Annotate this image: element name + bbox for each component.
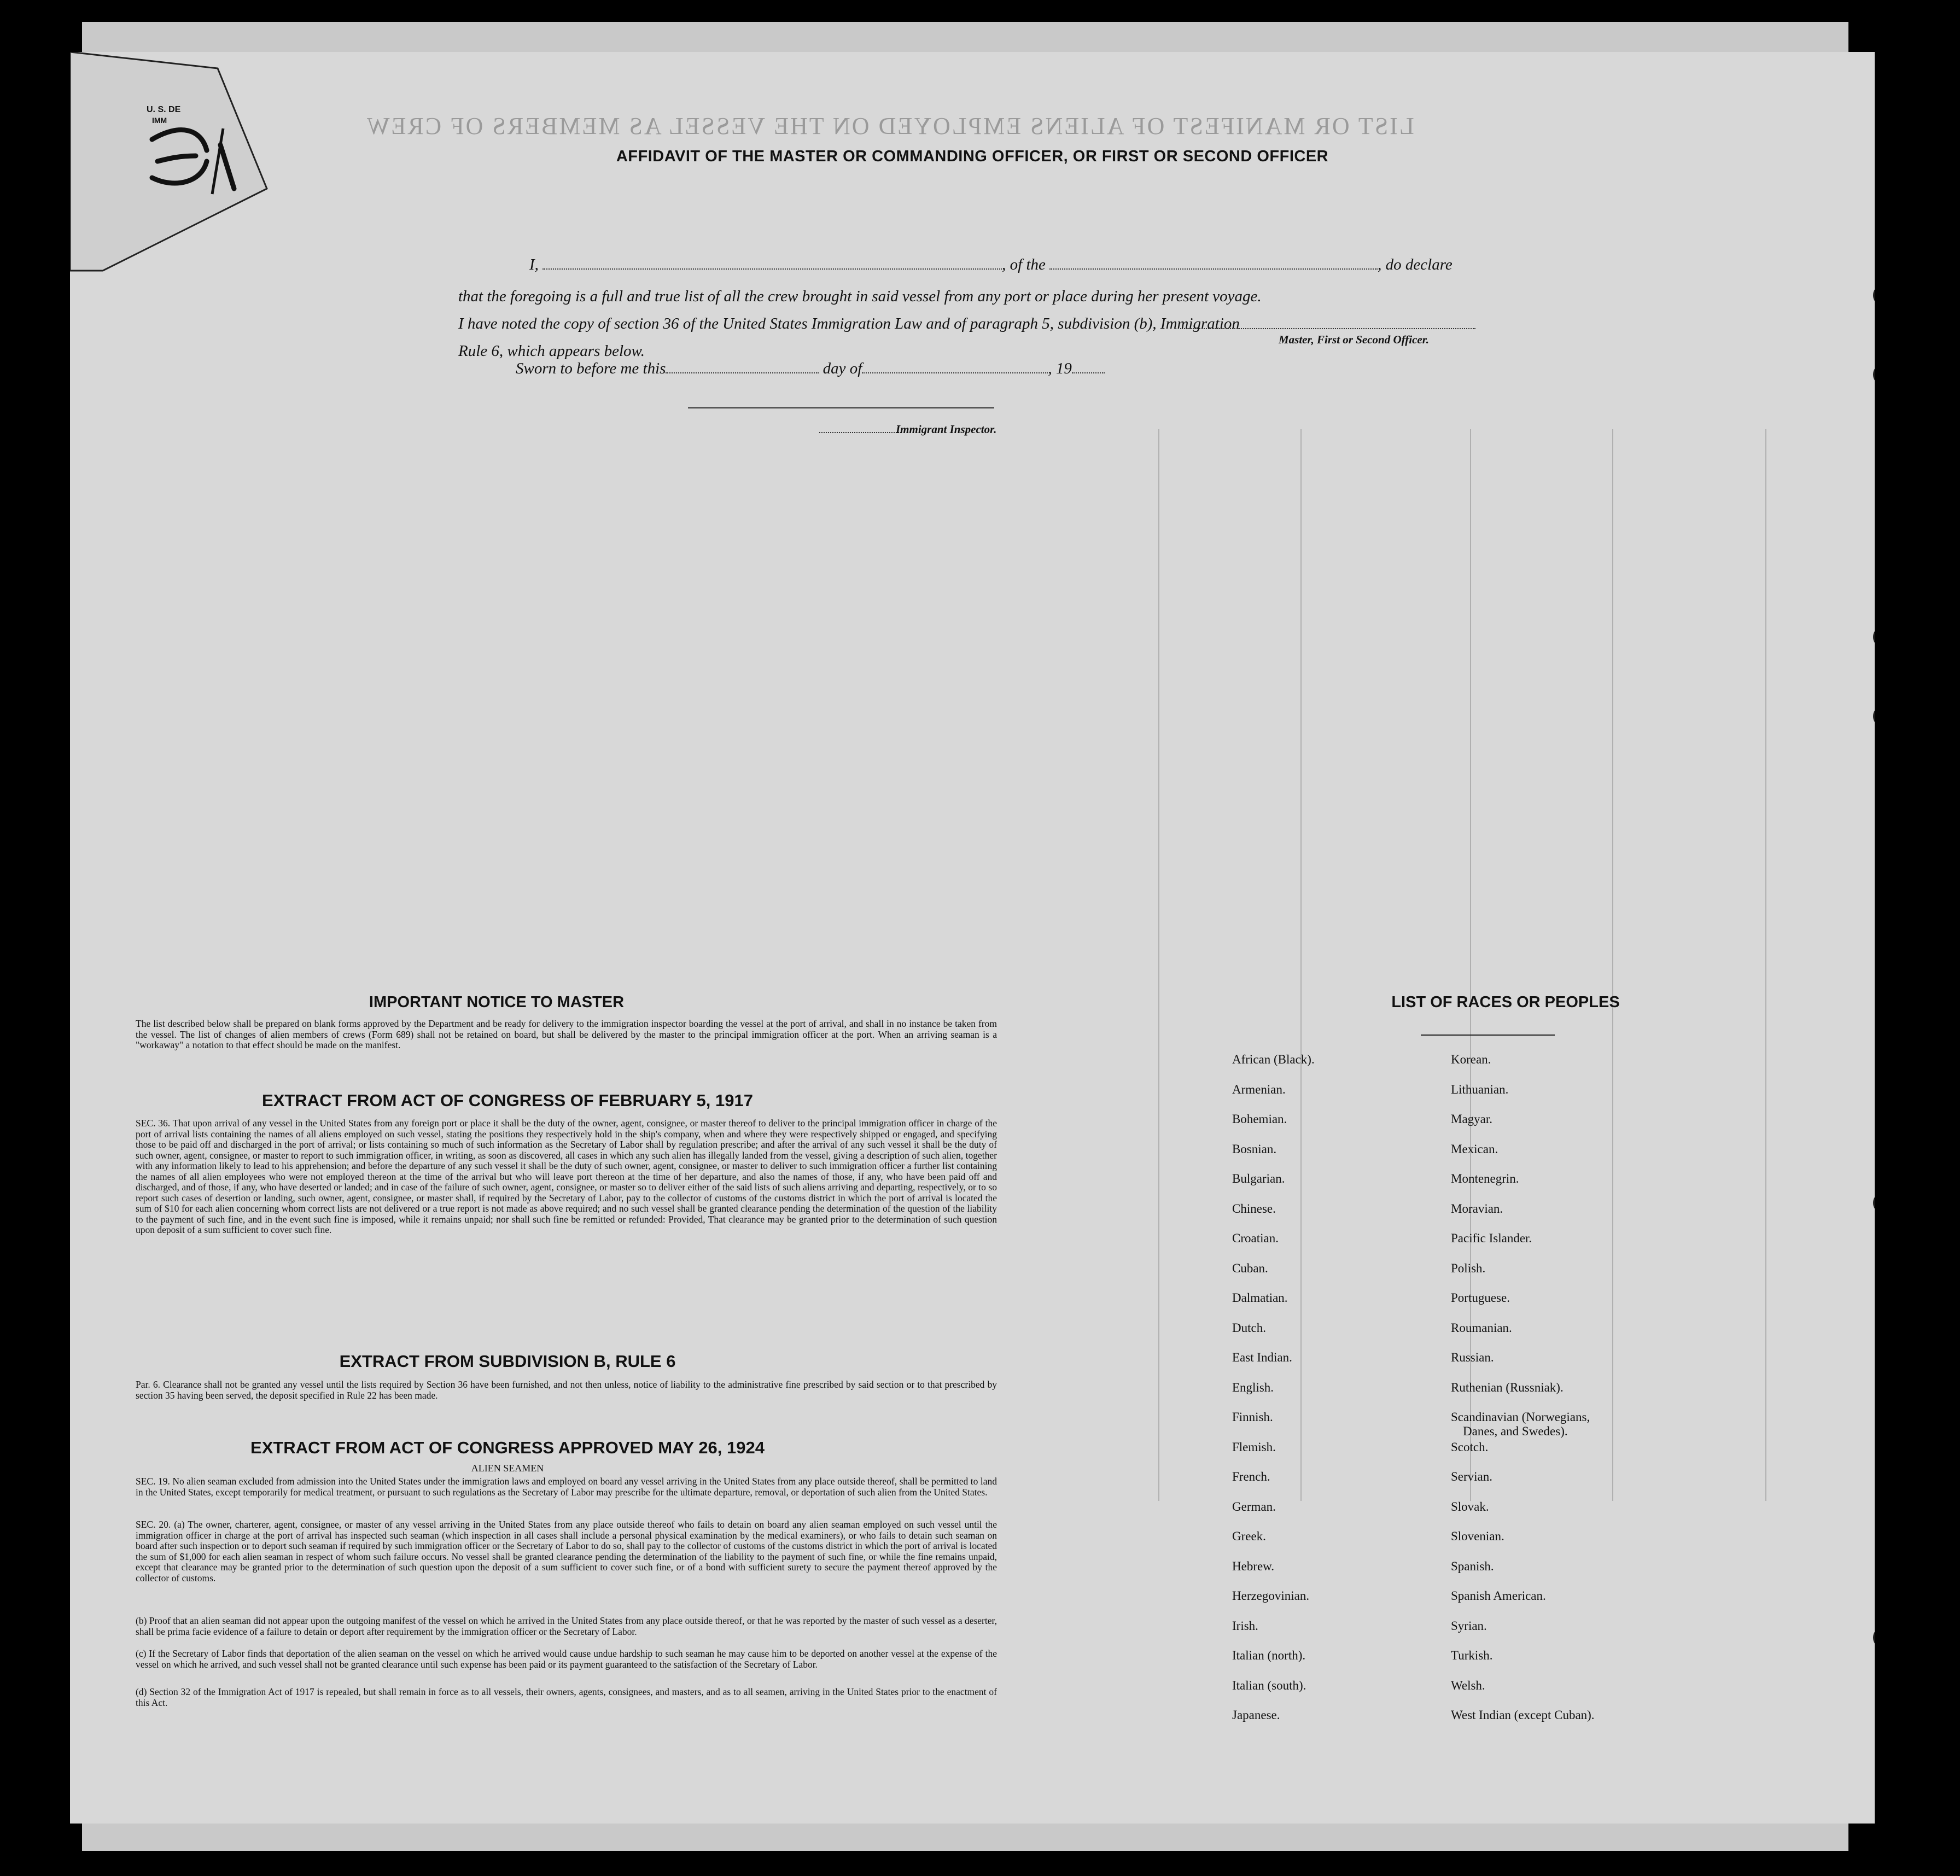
race-item: Japanese. (1232, 1708, 1280, 1722)
race-item: Bohemian. (1232, 1112, 1287, 1126)
svg-text:U. S. DE: U. S. DE (147, 105, 181, 114)
race-item: Scotch. (1451, 1440, 1489, 1454)
bleed-through-heading: LIST OR MANIFEST OF ALIENS EMPLOYED ON THE VESSEL AS MEMBERS OF CREW (365, 113, 1414, 139)
race-item: Armenian. (1232, 1082, 1286, 1096)
sworn-line (516, 353, 1281, 384)
extract-1924-sec20c: (c) If the Secretary of Labor finds that deportation of the alien seaman on the vessel on which he arrived would cause undue hardship to such seaman he may cause him to be deported on another vessel at the expense of the vessel on which he arrived, and such vessel shall not be granted clearance until such expense has been paid or its payment guaranteed to the satisfaction of the Secretary of Labor. (136, 1648, 997, 1670)
extract-rule6-title: EXTRACT FROM SUBDIVISION B, RULE 6 (339, 1352, 676, 1371)
race-item: Greek. (1232, 1529, 1266, 1543)
affidavit-title: AFFIDAVIT OF THE MASTER OR COMMANDING OFFICER, OR FIRST OR SECOND OFFICER (616, 148, 1329, 165)
inspector-signature-line[interactable] (688, 407, 994, 408)
race-item: West Indian (except Cuban). (1451, 1708, 1595, 1722)
affidavit-line-4: Rule 6, which appears below. (458, 342, 645, 360)
extract-1924-title: EXTRACT FROM ACT OF CONGRESS APPROVED MAY 26, 1924 (250, 1438, 765, 1457)
race-item: African (Black). (1232, 1053, 1315, 1066)
sworn-day-blank[interactable] (666, 361, 819, 373)
sworn-month-blank[interactable] (862, 361, 1048, 373)
svg-text:IMM: IMM (152, 116, 167, 125)
race-item: German. (1232, 1499, 1276, 1513)
bleed-through-rule (1158, 429, 1159, 1501)
race-item: Welsh. (1451, 1678, 1485, 1692)
affidavit-line-2: that the foregoing is a full and true list of all the crew brought in said vessel from any port or place during her present voyage. (458, 288, 1262, 305)
race-item: Chinese. (1232, 1201, 1276, 1215)
inspector-dotted-line (819, 432, 901, 433)
race-item: Korean. (1451, 1053, 1491, 1066)
race-item: Lithuanian. (1451, 1082, 1509, 1096)
race-item: Scandinavian (Norwegians, (1451, 1410, 1590, 1424)
race-item: Dutch. (1232, 1320, 1266, 1335)
race-item: Moravian. (1451, 1201, 1503, 1215)
inspector-label: Immigrant Inspector. (896, 423, 997, 436)
race-item: Finnish. (1232, 1410, 1273, 1424)
extract-rule6-body: Par. 6. Clearance shall not be granted any vessel until the lists required by Section 36 have been furnished, and not then unless, notice of liability to the administrative fine prescribed by said section or to that prescribed by section 35 having been served, the deposit specified in Rule 22 has been made. (136, 1379, 997, 1401)
race-item: Syrian. (1451, 1618, 1487, 1633)
race-item: Hebrew. (1232, 1559, 1275, 1573)
race-item: English. (1232, 1380, 1274, 1394)
binding-hole (1873, 364, 1875, 385)
race-item: Russian. (1451, 1351, 1494, 1364)
binding-hole (1873, 1627, 1875, 1649)
race-item: Magyar. (1451, 1112, 1493, 1126)
extract-1924-sec20b: (b) Proof that an alien seaman did not appear upon the outgoing manifest of the vessel on which he arrived in the United States from any place outside thereof, or that he was reported by the master of such vessel as a deserter, shall be prima facie evidence of a failure to detain or deport after requirement by the immigration officer or the Secretary of Labor. (136, 1615, 997, 1637)
affidavit-line-3: I have noted the copy of section 36 of the United States Immigration Law and of paragraph 5, subdivision (b), Immigration (458, 315, 1240, 332)
race-item: French. (1232, 1470, 1270, 1483)
race-item: Slovak. (1451, 1499, 1489, 1513)
binding-hole (1873, 626, 1875, 648)
sworn-day-of: day of (822, 360, 862, 377)
notice-body: The list described below shall be prepared on blank forms approved by the Department and be ready for delivery to the immigration inspector boarding the vessel at the port of arrival, and shall in no instance be taken from the vessel. The list of changes of alien members of crews (Form 689) shall not be retained on board, but shall be delivered by the master to the principal immigration officer at the port. When an arriving seaman is a "workaway" a notation to that effect should be made on the manifest. (136, 1018, 997, 1050)
race-item: Spanish American. (1451, 1589, 1546, 1603)
extract-1924-sec20d: (d) Section 32 of the Immigration Act of 1917 is repealed, but shall remain in force as to all vessels, their owners, agents, consignees, and masters, and as to all seamen, arriving in the United States prior to the enactment of this Act. (136, 1686, 997, 1708)
sworn-prefix: Sworn to before me this (516, 360, 666, 377)
sworn-year: , 19 (1048, 360, 1072, 377)
extract-1917-body: SEC. 36. That upon arrival of any vessel in the United States from any foreign port or place it shall be the duty of the owner, agent, consignee, or master thereof to deliver to the principal immigration officer in charge of the port of arrival lists containing the names of all aliens employed on such vessel, stating the positions they respectively hold in the ship's company, when and where they were respectively shipped or engaged, and specifying those to be paid off and discharged in the port of arrival; or lists containing so much of such information as the Secretary of Labor shall by regulation prescribe; and after the arrival of any such vessel it shall be the duty of such owner, agent, consignee, or master to report to such immigration officer, in writing, as soon as discovered, all cases in which any such alien has illegally landed from the vessel, giving a description of such alien, together with any information likely to lead to his apprehension; and before the departure of any such vessel it shall be the duty of such owner, agent, consignee, or master to deliver to such immigration officer a further list containing the names of all alien employees who were not employed thereon at the time of the arrival but who will leave port thereon at the time of her departure, and also the names of those, if any, who have been paid off and discharged, and of those, if any, who have deserted or landed; and in case of the failure of such owner, agent, consignee, or master so to deliver either of the said lists of such aliens arriving and departing, respectively, or to so report such cases of desertion or landing, such owner, agent, consignee, or master shall, if required by the Secretary of Labor, pay to the collector of customs of the customs district in which the port of arrival is located the sum of $10 for each alien concerning whom correct lists are not delivered or a true report is not made as above required; and no such vessel shall be granted clearance pending the determination of the question of the liability to the payment of such fine, and in the event such fine is imposed, while it remains unpaid; nor shall such fine be remitted or refunded: Provided, That clearance may be granted prior to the determination of such question upon deposit of a sum sufficient to cover such fine. (136, 1118, 997, 1235)
race-item: Italian (north). (1232, 1649, 1306, 1662)
extract-1924-subtitle: ALIEN SEAMEN (471, 1463, 544, 1474)
race-item: Turkish. (1451, 1649, 1493, 1662)
bleed-through-rule (1765, 429, 1766, 1501)
race-item: Portuguese. (1451, 1291, 1510, 1305)
race-item: Herzegovinian. (1232, 1589, 1310, 1603)
master-signature-line[interactable] (1180, 328, 1475, 329)
race-item: Mexican. (1451, 1142, 1498, 1156)
race-item: Danes, and Swedes). (1463, 1424, 1568, 1438)
race-item: Spanish. (1451, 1559, 1494, 1573)
race-item: Dalmatian. (1232, 1291, 1288, 1305)
bleed-through-rule (1612, 429, 1613, 1501)
affidavit-declare-label: , do declare (1378, 256, 1452, 273)
extract-1917-title: EXTRACT FROM ACT OF CONGRESS OF FEBRUARY 5, 1917 (262, 1091, 753, 1110)
manifest-page (70, 52, 1875, 1824)
race-item: Cuban. (1232, 1261, 1268, 1275)
race-item: Bulgarian. (1232, 1172, 1285, 1185)
race-item: Polish. (1451, 1261, 1486, 1275)
race-item: Italian (south). (1232, 1678, 1306, 1692)
corner-tag (70, 52, 300, 282)
binding-hole (1873, 705, 1875, 727)
bleed-through-rule (1470, 429, 1471, 1501)
race-item: East Indian. (1232, 1351, 1292, 1364)
notice-title: IMPORTANT NOTICE TO MASTER (369, 993, 625, 1011)
race-item: Roumanian. (1451, 1320, 1512, 1335)
race-item: Slovenian. (1451, 1529, 1504, 1543)
vessel-blank[interactable] (1049, 258, 1378, 270)
race-item: Flemish. (1232, 1440, 1276, 1454)
extract-1924-sec19: SEC. 19. No alien seaman excluded from admission into the United States under the immigration laws and employed on board any vessel arriving in the United States from any place outside thereof, shall be permitted to land in the United States, except temporarily for medical treatment, or pursuant to such regulations as the Secretary of Labor may prescribe for the ultimate departure, removal, or deportation of such alien from the United States. (136, 1476, 997, 1498)
binding-hole (1873, 1192, 1875, 1214)
affidavit-i-label: I, (529, 256, 539, 273)
affidavit-line-1 (529, 249, 1568, 280)
bleed-through-rule (1300, 429, 1302, 1501)
race-item: Croatian. (1232, 1231, 1279, 1245)
extract-1924-sec20a: SEC. 20. (a) The owner, charterer, agent, consignee, or master of any vessel arriving in the United States from any place outside thereof who fails to detain on board any alien seaman employed on such vessel until the immigration officer in charge at the port of arrival has inspected such seaman (which inspection in all cases shall include a personal physical examination by the medical examiners), or who fails to detain such seaman on board after such inspection or to deport such seaman if required by such immigration officer or the Secretary of Labor to do so, shall pay to the collector of customs of the customs district in which the port of arrival is located the sum of $1,000 for each alien seaman in respect of whom such failure occurs. No vessel shall be granted clearance pending the determination of the liability to the payment of such fine, or while the fine remains unpaid, except that clearance may be granted prior to the determination of such question upon the deposit of a sum sufficient to cover such fine, or of a bond with sufficient surety to secure the payment thereof approved by the collector of customs. (136, 1519, 997, 1583)
affidavit-of-the-label: , of the (1002, 256, 1046, 273)
corner-tag-drawing (70, 52, 300, 282)
races-title: LIST OF RACES OR PEOPLES (1391, 993, 1620, 1011)
race-item: Irish. (1232, 1618, 1258, 1633)
race-item: Bosnian. (1232, 1142, 1277, 1156)
race-item: Montenegrin. (1451, 1172, 1519, 1185)
name-blank[interactable] (542, 258, 1002, 270)
races-title-rule (1421, 1035, 1555, 1036)
master-signature-label: Master, First or Second Officer. (1279, 333, 1429, 346)
race-item: Ruthenian (Russniak). (1451, 1380, 1564, 1394)
race-item: Pacific Islander. (1451, 1231, 1532, 1245)
sworn-year-blank[interactable] (1072, 361, 1105, 373)
race-item: Servian. (1451, 1470, 1493, 1483)
binding-hole (1873, 284, 1875, 306)
